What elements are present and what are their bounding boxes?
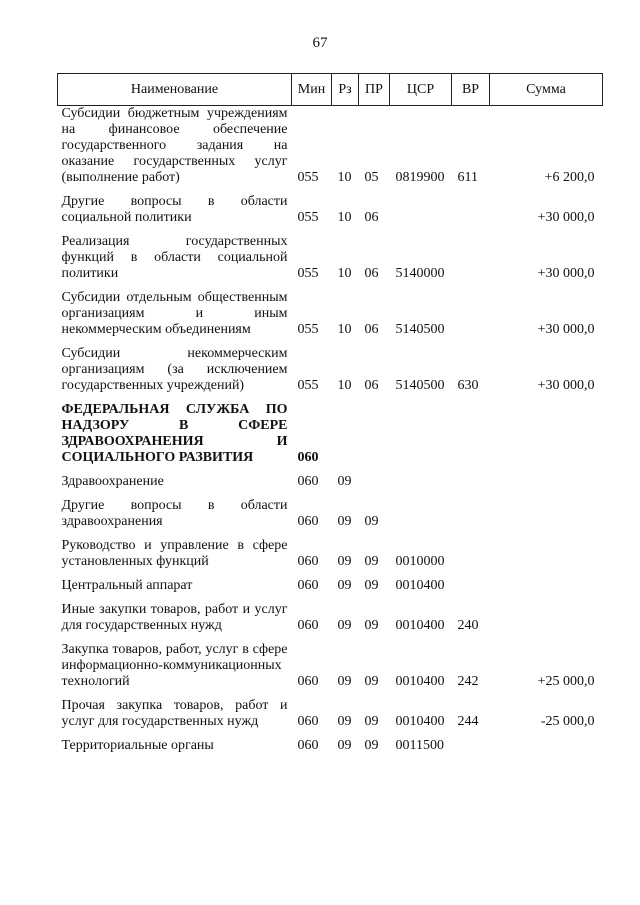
row-sum — [490, 402, 603, 466]
row-pr: 06 — [364, 210, 379, 225]
row-sum: +25 000,0 — [537, 674, 595, 689]
row-csr: 5140000 — [395, 266, 445, 281]
row-vr: 244 — [457, 714, 479, 729]
row-vr — [452, 290, 490, 338]
row-min: 060 — [297, 554, 319, 569]
table-body — [58, 106, 603, 755]
row-csr — [390, 194, 452, 226]
table-row — [58, 402, 603, 466]
row-rz: 10 — [337, 322, 352, 337]
table-row — [58, 194, 603, 226]
header-rz: Рз — [332, 74, 359, 106]
table-row — [58, 642, 603, 690]
row-pr — [359, 402, 390, 466]
table-header — [58, 74, 603, 106]
row-rz: 09 — [337, 674, 352, 689]
row-min: 060 — [297, 578, 319, 593]
row-rz: 10 — [337, 378, 352, 393]
row-pr: 09 — [364, 714, 379, 729]
row-pr: 09 — [364, 618, 379, 633]
row-vr — [452, 578, 490, 594]
row-csr — [390, 498, 452, 530]
row-name: Руководство и управление в сфере установленных функций — [61, 538, 288, 569]
row-csr: 5140500 — [395, 322, 445, 337]
row-csr: 0010400 — [395, 618, 445, 633]
row-name: Другие вопросы в области социальной политики — [61, 194, 288, 225]
table-row — [58, 738, 603, 754]
row-vr — [452, 194, 490, 226]
row-sum: +30 000,0 — [537, 266, 595, 281]
row-vr: 630 — [457, 378, 479, 393]
row-sum: +6 200,0 — [544, 170, 595, 185]
row-rz: 09 — [337, 554, 352, 569]
row-min: 060 — [297, 618, 319, 633]
row-sum — [490, 578, 603, 594]
row-sum: +30 000,0 — [537, 378, 595, 393]
header-pr: ПР — [359, 74, 390, 106]
row-name: Другие вопросы в области здравоохранения — [61, 498, 288, 529]
row-min: 055 — [297, 378, 319, 393]
row-csr: 0010000 — [395, 554, 445, 569]
row-name: Субсидии отдельным общественным организациям и иным некоммерческим объединениям — [61, 290, 288, 337]
table-row — [58, 346, 603, 394]
row-min: 055 — [297, 170, 319, 185]
row-name: Прочая закупка товаров, работ и услуг для государственных нужд — [61, 698, 288, 729]
row-sum: +30 000,0 — [537, 210, 595, 225]
row-min: 060 — [297, 738, 319, 753]
row-rz: 10 — [337, 170, 352, 185]
row-rz: 09 — [337, 714, 352, 729]
row-min: 060 — [297, 514, 319, 529]
row-sum — [490, 498, 603, 530]
row-pr — [359, 474, 390, 490]
row-rz — [332, 402, 359, 466]
row-csr: 0010400 — [395, 578, 445, 593]
row-csr: 5140500 — [395, 378, 445, 393]
row-sum: -25 000,0 — [540, 714, 595, 729]
row-rz: 09 — [337, 618, 352, 633]
table-row — [58, 498, 603, 530]
row-pr: 06 — [364, 266, 379, 281]
row-name: Субсидии бюджетным учреждениям на финансовое обеспечение государственного задания на оказание государственных услуг (выполнение работ) — [61, 106, 288, 185]
row-min: 060 — [297, 450, 319, 465]
row-vr — [452, 738, 490, 754]
row-csr: 0010400 — [395, 714, 445, 729]
row-sum — [490, 474, 603, 490]
table-row — [58, 698, 603, 730]
row-name: Территориальные органы — [61, 738, 214, 753]
row-vr — [452, 234, 490, 282]
row-name: Реализация государственных функций в области социальной политики — [61, 234, 288, 281]
row-sum — [490, 738, 603, 754]
row-vr: 240 — [457, 618, 479, 633]
row-rz: 09 — [337, 514, 352, 529]
header-name: Наименование — [58, 74, 292, 106]
row-rz: 09 — [337, 474, 352, 489]
row-min: 055 — [297, 266, 319, 281]
row-vr: 242 — [457, 674, 479, 689]
row-pr: 09 — [364, 554, 379, 569]
row-name: ФЕДЕРАЛЬНАЯ СЛУЖБА ПО НАДЗОРУ В СФЕРЕ ЗДРАВООХРАНЕНИЯ И СОЦИАЛЬНОГО РАЗВИТИЯ — [61, 402, 288, 465]
table-row — [58, 106, 603, 187]
row-csr: 0819900 — [395, 170, 445, 185]
row-csr — [390, 474, 452, 490]
row-vr — [452, 538, 490, 570]
header-sum: Сумма — [490, 74, 603, 106]
row-rz: 09 — [337, 578, 352, 593]
table-row — [58, 474, 603, 490]
row-min: 055 — [297, 210, 319, 225]
row-sum — [490, 602, 603, 634]
row-vr: 611 — [457, 170, 478, 185]
header-vr: ВР — [452, 74, 490, 106]
table-row — [58, 234, 603, 282]
row-pr: 05 — [364, 170, 379, 185]
row-pr: 09 — [364, 674, 379, 689]
header-csr: ЦСР — [390, 74, 452, 106]
row-vr — [452, 498, 490, 530]
row-name: Иные закупки товаров, работ и услуг для государственных нужд — [61, 602, 288, 633]
row-sum: +30 000,0 — [537, 322, 595, 337]
row-min: 060 — [297, 674, 319, 689]
row-name: Закупка товаров, работ, услуг в сфере информационно-коммуникационных технологий — [61, 642, 288, 689]
row-min: 060 — [297, 714, 319, 729]
row-pr: 06 — [364, 322, 379, 337]
row-pr: 09 — [364, 738, 379, 753]
page-number: 67 — [312, 35, 328, 51]
row-rz: 09 — [337, 738, 352, 753]
row-csr — [390, 402, 452, 466]
row-name: Субсидии некоммерческим организациям (за исключением государственных учреждений) — [61, 346, 288, 393]
row-pr: 06 — [364, 378, 379, 393]
row-vr — [452, 474, 490, 490]
row-vr — [452, 402, 490, 466]
row-rz: 10 — [337, 210, 352, 225]
row-csr: 0010400 — [395, 674, 445, 689]
table-row — [58, 602, 603, 634]
row-csr: 0011500 — [395, 738, 444, 753]
row-rz: 10 — [337, 266, 352, 281]
row-pr: 09 — [364, 578, 379, 593]
row-pr: 09 — [364, 514, 379, 529]
header-min: Мин — [292, 74, 332, 106]
budget-table — [57, 73, 603, 754]
table-row — [58, 578, 603, 594]
table-row — [58, 538, 603, 570]
row-name: Центральный аппарат — [61, 578, 193, 593]
row-name: Здравоохранение — [61, 474, 164, 489]
row-min: 055 — [297, 322, 319, 337]
table-row — [58, 290, 603, 338]
row-min: 060 — [297, 474, 319, 489]
row-sum — [490, 538, 603, 570]
